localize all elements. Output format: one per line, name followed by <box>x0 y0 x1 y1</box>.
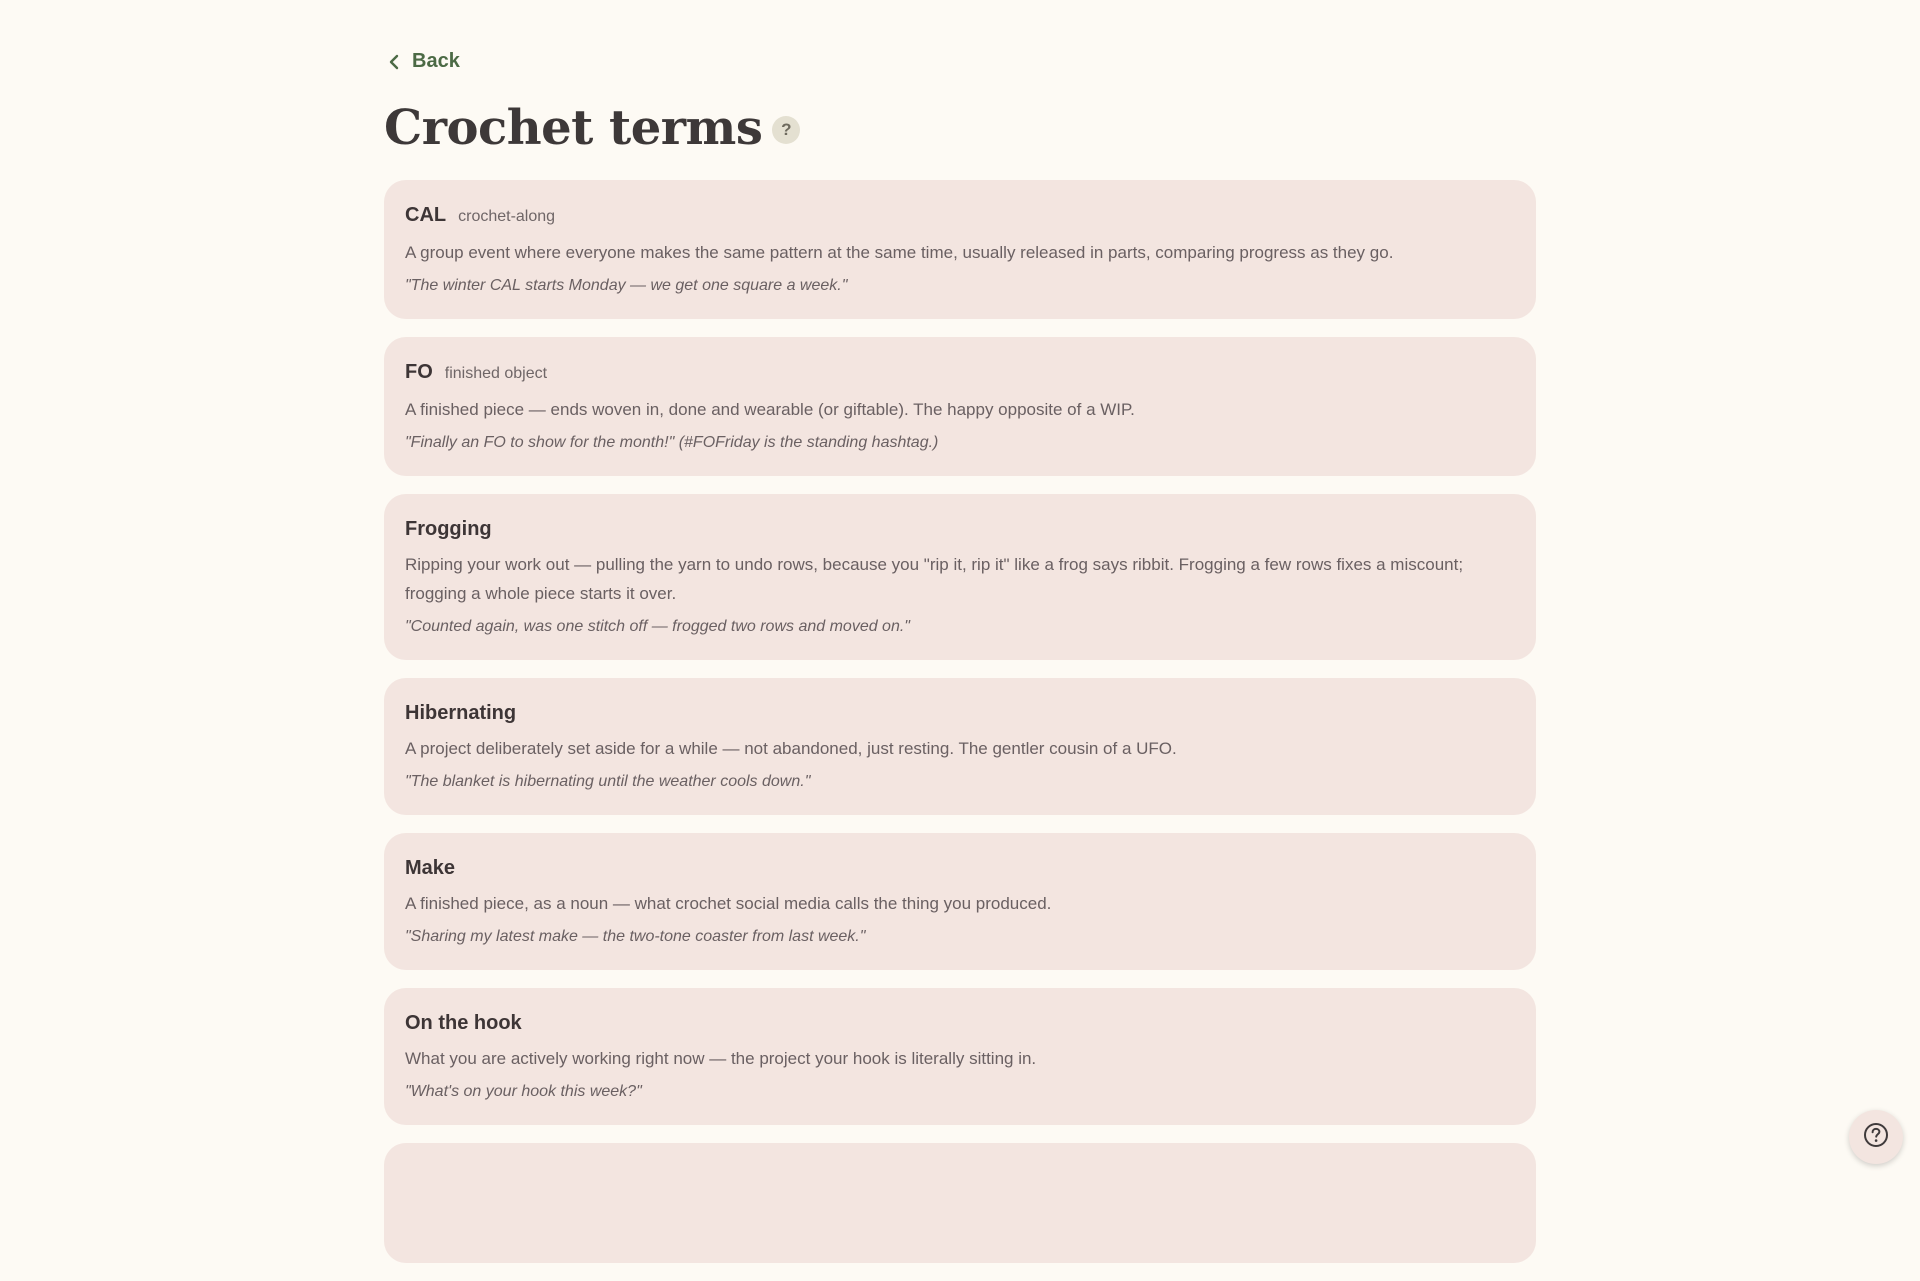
term-example: "Counted again, was one stitch off — frogged two rows and moved on." <box>405 618 910 635</box>
term-heading <box>405 1010 1515 1036</box>
back-label: Back <box>412 50 460 72</box>
term-example: "The blanket is hibernating until the weather cools down." <box>405 773 811 790</box>
term-name: Frogging <box>405 518 492 540</box>
term-example: "Sharing my latest make — the two-tone coaster from last week." <box>405 928 866 945</box>
term-heading <box>405 516 1515 542</box>
term-card <box>384 678 1536 815</box>
page-header <box>384 98 800 158</box>
question-circle-icon <box>1863 1122 1889 1153</box>
term-example: "What's on your hook this week?" <box>405 1083 642 1100</box>
term-definition: A finished piece — ends woven in, done and wearable (or giftable). The happy opposite of a WIP. <box>405 400 1135 419</box>
term-name: On the hook <box>405 1012 522 1034</box>
page-title: Crochet terms <box>384 100 763 156</box>
term-card <box>384 988 1536 1125</box>
term-example: "The winter CAL starts Monday — we get one square a week." <box>405 277 848 294</box>
term-card <box>384 180 1536 319</box>
term-card <box>384 494 1536 660</box>
term-expansion: crochet-along <box>458 208 556 225</box>
help-badge[interactable]: ? <box>772 116 800 144</box>
back-link[interactable] <box>388 50 460 73</box>
term-heading <box>405 359 1515 387</box>
chevron-left-icon <box>388 54 400 70</box>
term-name: FO <box>405 361 433 383</box>
term-definition: Ripping your work out — pulling the yarn to undo rows, because you "rip it, rip it" like a frog says ribbit. Frogging a few rows fixes a miscount; frogging a whole piece starts it over. <box>405 555 1464 603</box>
term-name: CAL <box>405 204 447 226</box>
term-card-partial <box>384 1143 1536 1263</box>
term-name: Make <box>405 857 456 879</box>
term-definition: What you are actively working right now — the project your hook is literally sitting in. <box>405 1049 1037 1068</box>
help-button[interactable] <box>1849 1110 1903 1164</box>
term-heading <box>405 202 1515 230</box>
term-example: "Finally an FO to show for the month!" (#FOFriday is the standing hashtag.) <box>405 434 939 451</box>
term-name: Hibernating <box>405 702 517 724</box>
term-definition: A project deliberately set aside for a while — not abandoned, just resting. The gentler cousin of a UFO. <box>405 739 1177 758</box>
term-card <box>384 833 1536 970</box>
term-heading <box>405 700 1515 726</box>
term-list <box>384 180 1536 1281</box>
term-card <box>384 337 1536 476</box>
term-expansion: finished object <box>444 365 548 382</box>
term-definition: A finished piece, as a noun — what crochet social media calls the thing you produced. <box>405 894 1052 913</box>
term-heading <box>405 855 1515 881</box>
term-definition: A group event where everyone makes the same pattern at the same time, usually released in parts, comparing progress as they go. <box>405 243 1394 262</box>
